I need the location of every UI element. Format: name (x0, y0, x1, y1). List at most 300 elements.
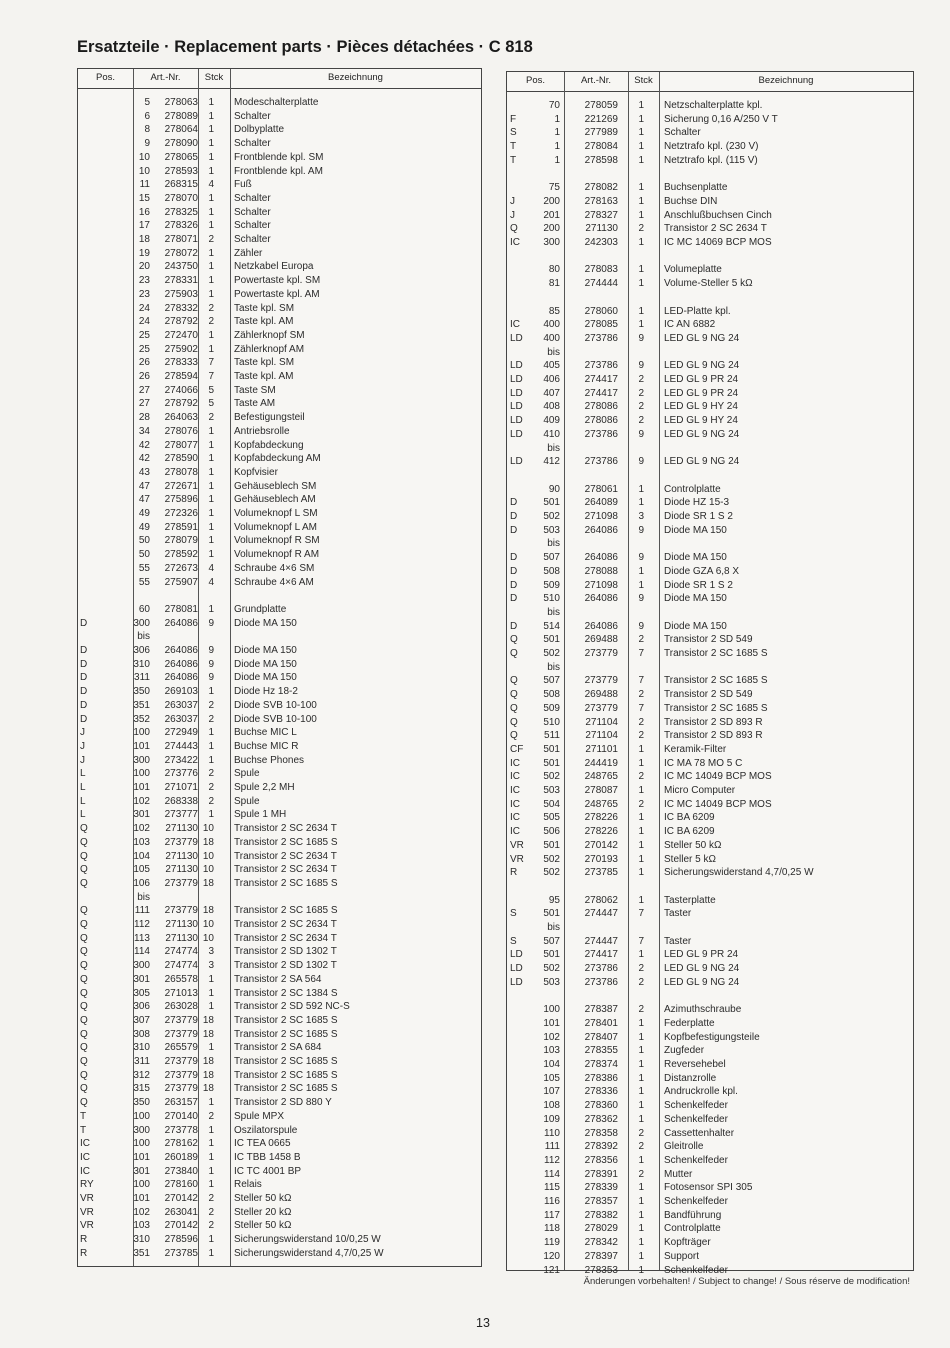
table-row (78, 808, 481, 822)
table-row (507, 935, 913, 949)
cell-bezeichnung: LED GL 9 NG 24 (664, 456, 740, 468)
cell-bezeichnung: Transistor 2 SC 1685 S (234, 1056, 338, 1067)
cell-pos: 42 (138, 453, 150, 465)
table-row (507, 647, 913, 661)
cell-prefix: L (80, 782, 86, 793)
cell-prefix: Q (510, 634, 518, 646)
cell-prefix: J (510, 209, 515, 221)
cell-pos: 509 (543, 702, 560, 714)
cell-bezeichnung: Diode Hz 18-2 (234, 686, 298, 698)
cell-prefix: Q (80, 877, 88, 889)
table-row (78, 699, 481, 713)
table-row (507, 688, 913, 702)
cell-stck: 1 (638, 826, 644, 838)
cell-bezeichnung: Buchse DIN (664, 195, 718, 207)
cell-bezeichnung: IC MC 14049 BCP MOS (664, 798, 772, 810)
cell-pos: 70 (548, 100, 560, 111)
cell-bezeichnung: Netzschalterplatte kpl. (664, 100, 763, 111)
cell-pos: 301 (133, 973, 150, 985)
cell-art-nr: 278594 (164, 371, 198, 382)
cell-prefix: IC (80, 1151, 90, 1163)
cell-pos: 351 (133, 699, 150, 711)
cell-stck: 1 (208, 1234, 214, 1246)
table-row (78, 836, 481, 850)
table-row (507, 702, 913, 716)
cell-pos: 15 (138, 192, 150, 204)
cell-pos: 95 (548, 894, 560, 906)
table-row (507, 195, 913, 209)
table-row (78, 206, 481, 220)
cell-stck: 1 (208, 1001, 214, 1013)
cell-bezeichnung: Schenkelfeder (664, 1154, 728, 1166)
table-row (507, 962, 913, 976)
cell-prefix: S (510, 908, 517, 920)
cell-stck: 18 (202, 877, 214, 889)
cell-stck: 1 (638, 182, 644, 194)
cell-art-nr: 273422 (164, 754, 198, 766)
cell-prefix: IC (510, 771, 520, 783)
cell-prefix: Q (80, 1028, 88, 1040)
cell-pos: 104 (133, 850, 150, 862)
table-row (507, 990, 913, 1004)
table-row (78, 822, 481, 836)
table-header (78, 69, 481, 89)
cell-bezeichnung: Sicherungswiderstand 4,7/0,25 W (664, 867, 814, 879)
header-bezeichnung: Bezeichnung (758, 75, 814, 86)
cell-pos: bis (137, 891, 150, 903)
table-row (507, 551, 913, 565)
cell-stck: 1 (208, 1097, 214, 1109)
cell-prefix: Q (80, 1097, 88, 1109)
cell-stck: 1 (638, 1264, 644, 1276)
table-row (507, 305, 913, 319)
cell-prefix: Q (80, 1069, 88, 1081)
cell-bezeichnung: IC TC 4001 BP (234, 1165, 302, 1177)
cell-stck: 18 (202, 1056, 214, 1067)
cell-bezeichnung: Frontblende kpl. SM (234, 151, 324, 163)
cell-pos: 10 (138, 165, 150, 177)
cell-stck: 1 (638, 949, 644, 961)
table-row (78, 1151, 481, 1165)
cell-bezeichnung: Gehäuseblech SM (234, 480, 317, 492)
cell-pos: 19 (138, 247, 150, 259)
cell-art-nr: 278072 (164, 247, 198, 259)
cell-prefix: F (510, 113, 517, 125)
cell-bezeichnung: Schenkelfeder (664, 1113, 728, 1125)
cell-stck: 9 (638, 360, 644, 372)
cell-art-nr: 273779 (164, 1069, 198, 1081)
cell-prefix: CF (510, 743, 524, 755)
cell-art-nr: 274774 (164, 946, 198, 958)
cell-stck: 7 (638, 648, 644, 659)
cell-bezeichnung: LED GL 9 NG 24 (664, 332, 740, 344)
cell-pos: 1 (554, 113, 560, 125)
table-row (507, 716, 913, 730)
cell-bezeichnung: Cassettenhalter (664, 1127, 735, 1139)
cell-bezeichnung: LED GL 9 NG 24 (664, 428, 740, 440)
cell-pos: 102 (133, 823, 150, 835)
header-stck: Stck (204, 72, 224, 83)
cell-bezeichnung: Zähler (234, 247, 263, 259)
cell-bezeichnung: Frontblende kpl. AM (234, 165, 323, 177)
cell-pos: 508 (543, 689, 560, 701)
cell-stck: 10 (202, 932, 214, 944)
cell-pos: 101 (133, 1151, 150, 1163)
table-row (507, 1099, 913, 1113)
cell-stck: 18 (202, 1028, 214, 1040)
header-bezeichnung: Bezeichnung (328, 72, 383, 83)
cell-prefix: S (510, 127, 517, 139)
cell-pos: 42 (138, 439, 150, 451)
cell-bezeichnung: Spule 2,2 MH (234, 782, 295, 793)
cell-stck: 10 (202, 850, 214, 862)
cell-prefix: L (80, 809, 86, 821)
cell-pos: 301 (133, 809, 150, 821)
cell-bezeichnung: Transistor 2 SD 1302 T (234, 946, 337, 958)
cell-bezeichnung: Distanzrolle (664, 1072, 717, 1084)
table-row (78, 466, 481, 480)
cell-stck: 1 (208, 740, 214, 752)
cell-stck: 2 (638, 374, 644, 385)
cell-bezeichnung: Steller 50 kΩ (234, 1220, 292, 1232)
cell-art-nr: 248765 (584, 798, 618, 810)
cell-stck: 1 (638, 1072, 644, 1084)
table-row (78, 178, 481, 192)
table-row (507, 537, 913, 551)
table-row (507, 784, 913, 798)
table-row (78, 397, 481, 411)
cell-pos: 115 (544, 1182, 560, 1194)
cell-bezeichnung: LED GL 9 HY 24 (664, 401, 738, 413)
cell-art-nr: 271130 (585, 223, 618, 235)
cell-prefix: D (80, 713, 88, 725)
cell-stck: 2 (208, 713, 214, 725)
cell-bezeichnung: Diode MA 150 (664, 593, 727, 605)
cell-prefix: D (510, 524, 518, 536)
cell-pos: 110 (544, 1127, 560, 1139)
table-row (507, 1113, 913, 1127)
cell-prefix: Q (80, 1083, 88, 1095)
cell-stck: 9 (638, 428, 644, 440)
cell-bezeichnung: Volumeknopf R AM (234, 549, 320, 561)
cell-bezeichnung: Transistor 2 SC 1685 S (234, 1069, 338, 1081)
cell-stck: 1 (638, 1100, 644, 1112)
cell-prefix: J (510, 195, 515, 207)
cell-stck: 1 (638, 113, 644, 125)
cell-bezeichnung: Diode SVB 10-100 (234, 699, 317, 711)
cell-pos: 23 (138, 288, 150, 300)
cell-stck: 18 (202, 836, 214, 848)
cell-bezeichnung: Schalter (234, 192, 271, 204)
table-row (78, 767, 481, 781)
cell-stck: 1 (208, 165, 214, 177)
cell-bezeichnung: Schalter (234, 220, 271, 232)
cell-prefix: LD (510, 332, 523, 344)
cell-pos: 501 (543, 634, 560, 646)
cell-stck: 1 (638, 565, 644, 577)
cell-pos: 28 (138, 412, 150, 424)
cell-bezeichnung: Spule (234, 768, 260, 780)
cell-pos: 9 (144, 138, 150, 150)
cell-art-nr: 271104 (585, 730, 618, 742)
cell-bezeichnung: Kopfträger (664, 1237, 711, 1249)
cell-stck: 18 (202, 1069, 214, 1081)
cell-pos: 502 (543, 867, 560, 879)
cell-pos: 114 (544, 1168, 560, 1180)
cell-bezeichnung: Netztrafo kpl. (230 V) (664, 141, 759, 153)
cell-bezeichnung: Transistor 2 SC 2634 T (234, 919, 337, 930)
cell-art-nr: 264086 (164, 617, 198, 629)
cell-art-nr: 263037 (164, 699, 198, 711)
cell-stck: 7 (638, 702, 644, 714)
cell-bezeichnung: Transistor 2 SC 1685 S (664, 675, 768, 687)
cell-pos: 100 (133, 1138, 150, 1150)
header-pos: Pos. (95, 72, 115, 83)
cell-pos: 306 (133, 645, 150, 656)
cell-pos: 501 (543, 757, 560, 769)
table-row (78, 863, 481, 877)
cell-bezeichnung: Volumeknopf R SM (234, 535, 320, 547)
cell-stck: 2 (638, 1141, 644, 1153)
cell-pos: bis (547, 661, 560, 673)
cell-pos: 511 (544, 730, 560, 742)
cell-bezeichnung: Transistor 2 SC 2634 T (664, 223, 767, 235)
cell-prefix: LD (510, 360, 523, 372)
cell-pos: 81 (548, 278, 560, 290)
cell-stck: 2 (208, 1110, 214, 1122)
cell-art-nr: 271013 (164, 987, 198, 999)
table-row (507, 757, 913, 771)
table-row (507, 1017, 913, 1031)
cell-art-nr: 273779 (164, 1014, 198, 1026)
cell-stck: 1 (638, 894, 644, 906)
table-row (507, 387, 913, 401)
cell-stck: 2 (208, 699, 214, 711)
cell-prefix: VR (80, 1206, 94, 1218)
cell-pos: 105 (133, 864, 150, 876)
cell-bezeichnung: Grundplatte (234, 603, 287, 615)
table-row (78, 973, 481, 987)
table-row (78, 302, 481, 316)
cell-bezeichnung: Zählerknopf AM (234, 343, 305, 355)
cell-pos: 24 (138, 302, 150, 314)
cell-art-nr: 264086 (584, 620, 618, 632)
cell-pos: 20 (138, 261, 150, 273)
cell-pos: 1 (554, 141, 560, 153)
cell-prefix: D (80, 699, 88, 711)
table-row (507, 1072, 913, 1086)
cell-prefix: L (80, 795, 86, 807)
cell-art-nr: 274066 (164, 384, 198, 396)
cell-stck: 3 (208, 960, 214, 972)
cell-pos: 108 (543, 1100, 560, 1112)
cell-art-nr: 269103 (164, 686, 198, 698)
cell-art-nr: 274444 (584, 278, 618, 290)
table-row (78, 1219, 481, 1233)
cell-bezeichnung: Volumeknopf L SM (234, 508, 318, 519)
cell-stck: 1 (208, 686, 214, 698)
cell-pos: 503 (543, 785, 560, 796)
cell-prefix: Q (510, 702, 518, 714)
cell-art-nr: 278078 (164, 466, 198, 478)
cell-bezeichnung: Buchse MIC R (234, 740, 299, 752)
cell-art-nr: 278163 (584, 195, 618, 207)
table-row (507, 263, 913, 277)
cell-prefix: IC (80, 1138, 90, 1150)
cell-prefix: D (510, 620, 518, 632)
table-row (507, 140, 913, 154)
cell-stck: 1 (208, 809, 214, 821)
table-row (507, 222, 913, 236)
cell-art-nr: 271098 (584, 579, 618, 591)
cell-art-nr: 270140 (164, 1110, 198, 1122)
cell-art-nr: 273786 (584, 428, 618, 440)
cell-prefix: VR (80, 1220, 94, 1232)
cell-art-nr: 278362 (584, 1113, 618, 1125)
cell-pos: 503 (543, 976, 560, 988)
cell-bezeichnung: Buchse MIC L (234, 727, 297, 739)
cell-bezeichnung: Netztrafo kpl. (115 V) (664, 154, 758, 166)
cell-pos: 25 (138, 329, 150, 341)
table-row (507, 1222, 913, 1236)
cell-pos: 24 (138, 316, 150, 328)
cell-stck: 1 (638, 264, 644, 276)
cell-pos: 103 (133, 1220, 150, 1232)
table-row (507, 250, 913, 264)
cell-art-nr: 278382 (584, 1209, 618, 1221)
cell-stck: 2 (638, 963, 644, 975)
cell-bezeichnung: IC TEA 0665 (234, 1138, 291, 1150)
cell-stck: 9 (208, 617, 214, 629)
cell-bezeichnung: Taste AM (234, 398, 276, 410)
cell-bezeichnung: Controlplatte (664, 483, 721, 495)
cell-prefix: Q (80, 836, 88, 848)
cell-pos: 514 (543, 620, 560, 632)
cell-pos: 501 (543, 839, 560, 851)
cell-stck: 1 (208, 247, 214, 259)
table-row (78, 630, 481, 644)
cell-bezeichnung: Andruckrolle kpl. (664, 1086, 738, 1098)
table-row (507, 1168, 913, 1182)
table-row (78, 1137, 481, 1151)
cell-pos: 200 (543, 195, 560, 207)
cell-stck: 9 (638, 620, 644, 632)
cell-stck: 9 (208, 672, 214, 684)
cell-pos: 119 (544, 1237, 560, 1249)
table-row (507, 674, 913, 688)
cell-stck: 1 (638, 1209, 644, 1221)
cell-stck: 1 (208, 151, 214, 163)
cell-bezeichnung: Steller 5 kΩ (664, 853, 716, 865)
cell-stck: 1 (208, 206, 214, 218)
table-row (507, 579, 913, 593)
cell-stck: 1 (208, 535, 214, 547)
cell-art-nr: 278077 (164, 439, 198, 451)
table-row (507, 1058, 913, 1072)
cell-stck: 4 (208, 179, 214, 191)
table-row (78, 1069, 481, 1083)
cell-prefix: S (510, 935, 517, 947)
table-row (78, 1192, 481, 1206)
cell-art-nr: 278592 (164, 549, 198, 561)
cell-bezeichnung: Transistor 2 SC 1685 S (664, 702, 768, 714)
cell-stck: 2 (208, 234, 214, 245)
table-row (78, 192, 481, 206)
cell-pos: 101 (133, 782, 150, 793)
cell-stck: 9 (638, 524, 644, 536)
cell-art-nr: 269488 (584, 689, 618, 701)
cell-bezeichnung: Schalter (234, 234, 271, 245)
cell-stck: 1 (638, 1017, 644, 1029)
cell-bezeichnung: Kopfabdeckung AM (234, 453, 321, 465)
cell-art-nr: 264063 (164, 412, 198, 424)
cell-art-nr: 273779 (164, 877, 198, 889)
table-row (507, 469, 913, 483)
cell-art-nr: 278596 (164, 1234, 198, 1246)
cell-bezeichnung: LED GL 9 NG 24 (664, 963, 740, 975)
cell-stck: 1 (638, 853, 644, 865)
cell-art-nr: 278083 (584, 264, 618, 276)
cell-bezeichnung: Transistor 2 SD 893 R (664, 716, 763, 728)
cell-bezeichnung: Transistor 2 SC 1685 S (234, 1014, 338, 1026)
cell-prefix: LD (510, 374, 523, 385)
cell-art-nr: 278079 (164, 535, 198, 547)
cell-art-nr: 274417 (584, 387, 618, 399)
cell-prefix: LD (510, 415, 523, 427)
cell-stck: 2 (638, 730, 644, 742)
cell-prefix: Q (80, 946, 88, 958)
cell-bezeichnung: Transistor 2 SC 2634 T (234, 850, 337, 862)
cell-stck: 2 (208, 1193, 214, 1204)
cell-prefix: RY (80, 1179, 94, 1191)
cell-bezeichnung: IC MC 14049 BCP MOS (664, 771, 772, 783)
cell-pos: bis (547, 922, 560, 933)
cell-bezeichnung: Antriebsrolle (234, 425, 290, 437)
cell-prefix: LD (510, 963, 523, 975)
cell-pos: 310 (133, 658, 150, 670)
cell-stck: 7 (208, 357, 214, 369)
table-row (78, 274, 481, 288)
cell-art-nr: 274417 (584, 949, 618, 961)
cell-prefix: Q (80, 1014, 88, 1026)
table-row (78, 548, 481, 562)
cell-prefix: Q (80, 987, 88, 999)
cell-stck: 1 (208, 754, 214, 766)
page-title: Ersatzteile · Replacement parts · Pièces détachées · C 818 (77, 38, 533, 56)
cell-art-nr: 273785 (584, 867, 618, 879)
cell-prefix: D (510, 565, 518, 577)
cell-art-nr: 278082 (584, 182, 618, 194)
cell-art-nr: 278336 (584, 1086, 618, 1098)
cell-pos: 111 (134, 905, 150, 917)
cell-stck: 2 (638, 415, 644, 427)
table-row (507, 811, 913, 825)
cell-pos: 102 (133, 1206, 150, 1218)
cell-pos: 109 (543, 1113, 560, 1125)
cell-art-nr: 273779 (164, 905, 198, 917)
cell-bezeichnung: Diode MA 150 (664, 620, 727, 632)
cell-pos: 101 (133, 740, 150, 752)
table-row (507, 1181, 913, 1195)
cell-art-nr: 272949 (164, 727, 198, 739)
cell-pos: 300 (543, 237, 560, 248)
table-row (78, 1124, 481, 1138)
cell-art-nr: 278332 (164, 302, 198, 314)
cell-pos: 101 (543, 1017, 560, 1029)
cell-stck: 1 (208, 1138, 214, 1150)
cell-stck: 2 (638, 798, 644, 810)
cell-prefix: Q (80, 960, 88, 972)
